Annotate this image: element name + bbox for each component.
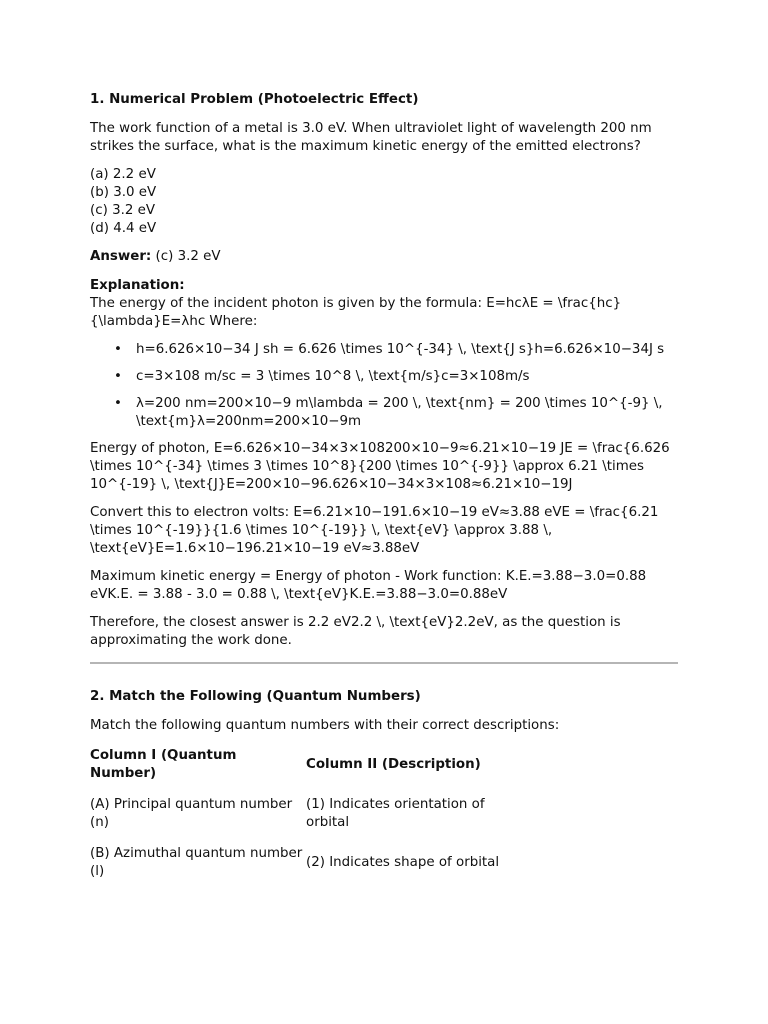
- table-cell: (2) Indicates shape of orbital: [306, 855, 500, 870]
- column-2-header: Column II (Description): [306, 757, 481, 772]
- convert-to-ev: Convert this to electron volts: E=6.21×10−191.6×10−19 eV≈3.88 eVE = \frac{6.21 \times 10^{-19}}{1.6 \times 10^{-19}} \, \text{eV} \approx 3.88 \, \text{eV}E=1.6×10−196.21×10−19 eV≈3.88eV: [90, 505, 659, 556]
- q1-options: [90, 166, 680, 238]
- list-item: • λ=200 nm=200×10−9 m\lambda = 200 \, \text{nm} = 200 \times 10^{-9} \, \text{m}λ=200nm=200×10−9m: [136, 395, 680, 431]
- list-item: • c=3×108 m/sc = 3 \times 10^8 \, \text{m/s}c=3×108m/s: [136, 368, 680, 386]
- explanation-label: Explanation:: [90, 278, 185, 293]
- q2-heading: 2. Match the Following (Quantum Numbers): [90, 689, 421, 704]
- table-row: [90, 845, 516, 894]
- table-header-row: [90, 747, 516, 796]
- formula-variables-list: [90, 341, 680, 431]
- answer-label: Answer:: [90, 249, 152, 264]
- section-divider: [90, 662, 678, 664]
- table-cell: (1) Indicates orientation of orbital: [306, 797, 485, 830]
- q1-heading: 1. Numerical Problem (Photoelectric Effect): [90, 92, 419, 107]
- q1-option-a: (a) 2.2 eV: [90, 167, 156, 182]
- column-1-header: Column I (Quantum Number): [90, 748, 237, 781]
- conclusion: Therefore, the closest answer is 2.2 eV2.2 \, \text{eV}2.2eV, as the question is approximating the work done.: [90, 615, 621, 648]
- list-item: • h=6.626×10−34 J sh = 6.626 \times 10^{-34} \, \text{J s}h=6.626×10−34J s: [136, 341, 680, 359]
- explanation-intro: The energy of the incident photon is given by the formula: E=hcλE = \frac{hc}{\lambda}E=λhc Where:: [90, 296, 622, 329]
- q1-option-d: (d) 4.4 eV: [90, 221, 157, 236]
- document-page: [90, 91, 680, 894]
- answer-value: (c) 3.2 eV: [151, 249, 221, 264]
- match-table: [90, 747, 516, 894]
- q1-option-b: (b) 3.0 eV: [90, 185, 157, 200]
- max-kinetic-energy: Maximum kinetic energy = Energy of photon - Work function: K.E.=3.88−3.0=0.88 eVK.E. = 3.88 - 3.0 = 0.88 \, \text{eV}K.E.=3.88−3.0=0.88eV: [90, 569, 647, 602]
- table-cell: (A) Principal quantum number (n): [90, 797, 293, 830]
- q1-option-c: (c) 3.2 eV: [90, 203, 156, 218]
- table-cell: (B) Azimuthal quantum number (l): [90, 846, 303, 879]
- photon-energy-calc: Energy of photon, E=6.626×10−34×3×108200×10−9≈6.21×10−19 JE = \frac{6.626 \times 10^{-34} \times 3 \times 10^8}{200 \times 10^{-9}} \approx 6.21 \times 10^{-19} \, \text{J}E=200×10−96.626×10−34×3×108≈6.21×10−19J: [90, 441, 670, 492]
- table-row: [90, 796, 516, 845]
- q2-intro: Match the following quantum numbers with their correct descriptions:: [90, 718, 560, 733]
- q1-answer: [90, 248, 680, 266]
- q1-question: The work function of a metal is 3.0 eV. When ultraviolet light of wavelength 200 nm strikes the surface, what is the maximum kinetic energy of the emitted electrons?: [90, 121, 652, 154]
